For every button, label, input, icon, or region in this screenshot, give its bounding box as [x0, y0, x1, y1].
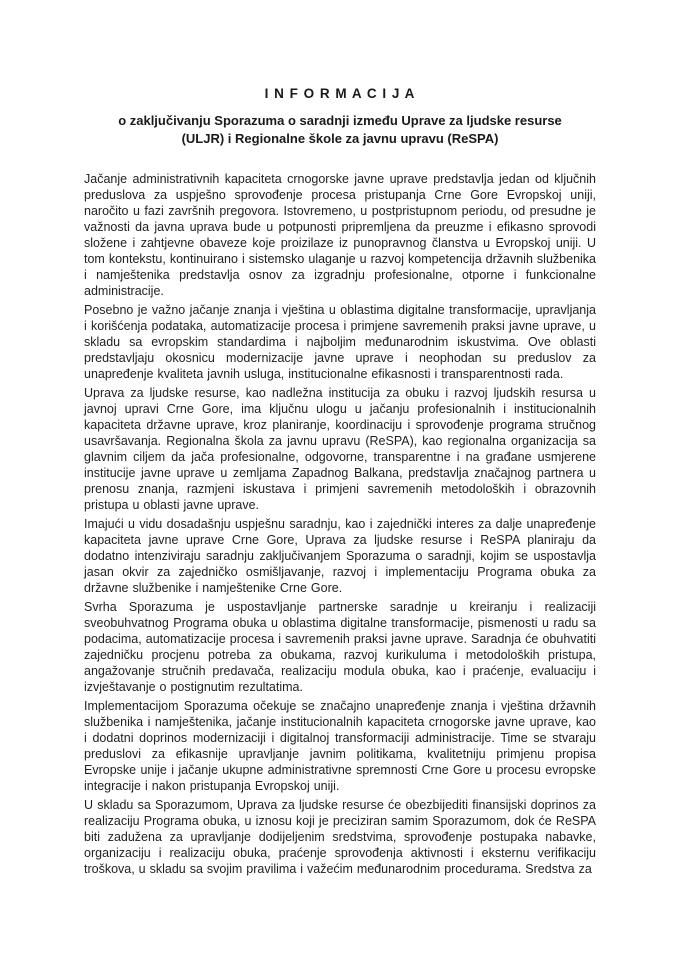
document-body — [84, 171, 596, 877]
paragraph-6: Implementacijom Sporazuma očekuje se značajno unapređenje znanja i vještina državnih službenika i namještenika, jačanje institucionalnih kapaciteta crnogorske javne uprave, kao i dodatni doprinos modernizaciji i digitalnoj transformaciji administracije. Time se stvaraju preduslovi za efikasnije upravljanje javnim politikama, kvalitetniju primjenu propisa Evropske unije i jačanje ukupne administrativne spremnosti Crne Gore u procesu evropske integracije i nakon pristupanja Evropskoj uniji. — [84, 699, 596, 793]
document-subtitle-line-2: (ULJR) i Regionalne škole za javnu upravu (ReSPA) — [181, 131, 499, 146]
document-subtitle — [84, 112, 596, 148]
paragraph-1: Jačanje administrativnih kapaciteta crnogorske javne uprave predstavlja jedan od ključnih preduslova za uspješno sprovođenje procesa pristupanja Crne Gore Evropskoj uniji, naročito u fazi završnih pregovora. Istovremeno, u postpristupnom periodu, od presudne je važnosti da javna uprava bude u potpunosti pripremljena da preuzme i efikasno sprovodi složene i zahtjevne obaveze koje proizilaze iz punopravnog članstva u Evropskoj uniji. U tom kontekstu, kontinuirano i sistemsko ulaganje u razvoj kompetencija državnih službenika i namještenika predstavlja osnov za izgradnju profesionalne, otporne i funkcionalne administracije. — [84, 172, 596, 298]
paragraph-7: U skladu sa Sporazumom, Uprava za ljudske resurse će obezbijediti finansijski doprinos za realizaciju Programa obuka, u iznosu koji je preciziran samim Sporazumom, dok će ReSPA biti zadužena za upravljanje dodijeljenim sredstvima, sprovođenje postupaka nabavke, organizaciju i realizaciju obuka, praćenje sprovođenja aktivnosti i eksternu verifikaciju troškova, u skladu sa svojim pravilima i važećim međunarodnim procedurama. Sredstva za — [84, 798, 596, 876]
document-subtitle-line-1: o zaključivanju Sporazuma o saradnji između Uprave za ljudske resurse — [118, 113, 562, 128]
paragraph-5: Svrha Sporazuma je uspostavljanje partnerske saradnje u kreiranju i realizaciji sveobuhvatnog Programa obuka u oblastima digitalne transformacije, pismenosti u radu sa podacima, automatizacije procesa i savremenih praksi javne uprave. Saradnja će obuhvatiti zajedničku procjenu potreba za obukama, razvoj kurikuluma i metodoloških pristupa, angažovanje stručnih predavača, realizaciju modula obuka, kao i praćenje, evaluaciju i izvještavanje o postignutim rezultatima. — [84, 600, 596, 694]
document-title: I N F O R M A C I J A — [264, 86, 416, 101]
paragraph-4: Imajući u vidu dosadašnju uspješnu saradnju, kao i zajednički interes za dalje unapređenje kapaciteta javne uprave Crne Gore, Uprava za ljudske resurse i ReSPA planiraju da dodatno intenziviraju saradnju zaključivanjem Sporazuma o saradnji, kojim se uspostavlja jasan okvir za zajedničko osmišljavanje, razvoj i implementaciju Programa obuka za državne službenike i namještenike Crne Gore. — [84, 517, 596, 595]
paragraph-3: Uprava za ljudske resurse, kao nadležna institucija za obuku i razvoj ljudskih resursa u javnoj upravi Crne Gore, ima ključnu ulogu u jačanju profesionalnih i institucionalnih kapaciteta državne uprave, kroz planiranje, koordinaciju i sprovođenje programa stručnog usavršavanja. Regionalna škola za javnu upravu (ReSPA), kao regionalna organizacija sa glavnim ciljem da jača profesionalne, odgovorne, transparentne i na građane usmjerene institucije javne uprave u zemljama Zapadnog Balkana, predstavlja značajnog partnera u prenosu znanja, razmjeni iskustava i primjeni savremenih metodoloških i obrazovnih pristupa u oblasti javne uprave. — [84, 386, 596, 512]
paragraph-2: Posebno je važno jačanje znanja i vještina u oblastima digitalne transformacije, upravljanja i korišćenja podataka, automatizacije procesa i primjene savremenih praksi javne uprave, u skladu sa evropskim standardima i najboljim međunarodnim iskustvima. Ove oblasti predstavljaju okosnicu modernizacije javne uprave i neophodan su preduslov za unapređenje kvaliteta javnih usluga, institucionalne efikasnosti i transparentnosti rada. — [84, 303, 596, 381]
